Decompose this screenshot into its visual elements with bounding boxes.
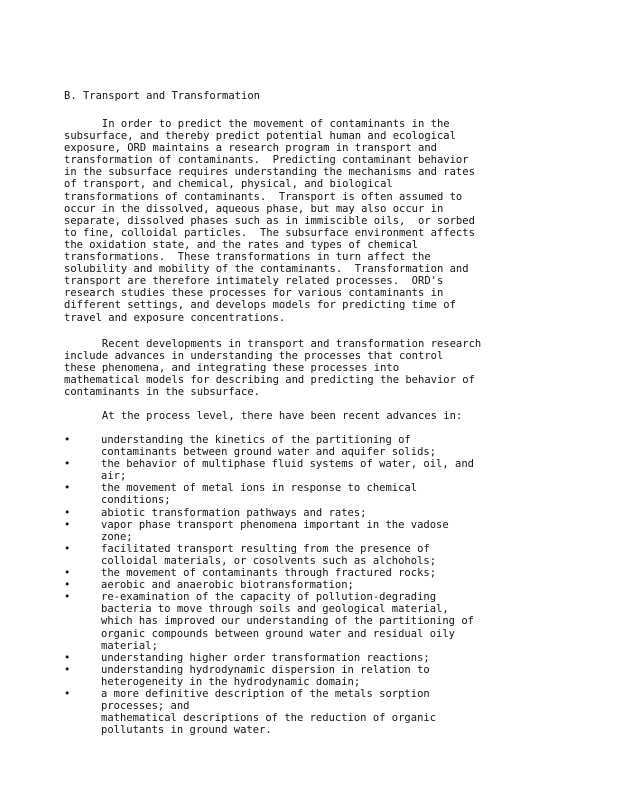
bullet-line: pollutants in ground water. <box>101 724 272 737</box>
paragraph-line: solubility and mobility of the contaminants. Transformation and <box>64 263 469 276</box>
paragraph-line: transformation of contaminants. Predicting contaminant behavior <box>64 154 469 167</box>
paragraph-line: of transport, and chemical, physical, and biological <box>64 178 393 191</box>
bullet-item <box>64 688 584 712</box>
paragraph-line: include advances in understanding the processes that control <box>64 350 444 363</box>
bullet-line: processes; and <box>101 700 190 713</box>
paragraph-line: transformations. These transformations in turn affect the <box>64 251 431 264</box>
paragraph-line: In order to predict the movement of contaminants in the <box>64 118 450 130</box>
bullet-line: abiotic transformation pathways and rates; <box>101 506 367 519</box>
bullet-item <box>64 652 584 664</box>
bullet-line: understanding the kinetics of the partitioning of <box>101 434 411 446</box>
paragraph-line: research studies these processes for various contaminants in <box>64 287 444 300</box>
bullet-line: re-examination of the capacity of pollution-degrading <box>101 591 437 604</box>
bullet-line: colloidal materials, or cosolvents such as alchohols; <box>101 554 437 567</box>
bullet-line: the movement of contaminants through fractured rocks; <box>101 567 437 580</box>
bullet-dot-icon: • <box>64 506 71 519</box>
paragraph-line: At the process level, there have been recent advances in: <box>64 410 463 422</box>
bullet-line: bacteria to move through soils and geological material, <box>101 603 449 616</box>
bullet-item <box>64 579 584 591</box>
bullet-dot-icon: • <box>64 458 71 471</box>
paragraph-line: transformations of contaminants. Transport is often assumed to <box>64 190 463 203</box>
bullet-line: the behavior of multiphase fluid systems of water, oil, and <box>101 458 474 471</box>
bullet-line: vapor phase transport phenomena important in the vadose <box>101 518 449 531</box>
paragraph-line: Recent developments in transport and transformation research <box>64 338 482 350</box>
bullet-line: air; <box>101 470 127 483</box>
paragraph-line: these phenomena, and integrating these processes into <box>64 362 400 375</box>
bullet-line: organic compounds between ground water and residual oily <box>101 627 456 640</box>
bullet-line: a more definitive description of the metals sorption <box>101 687 430 700</box>
bullet-dot-icon: • <box>64 434 71 446</box>
bullet-dot-icon: • <box>64 518 71 531</box>
paragraph-process-level <box>64 410 462 422</box>
bullet-line: material; <box>101 639 158 652</box>
bullet-item <box>64 482 584 506</box>
bullet-dot-icon: • <box>64 687 71 700</box>
bullet-dot-icon: • <box>64 579 71 592</box>
bullet-dot-icon: • <box>64 591 71 604</box>
bullet-line: mathematical descriptions of the reduction of organic <box>101 712 437 725</box>
paragraph-line: the oxidation state, and the rates and types of chemical <box>64 238 419 251</box>
paragraph-line: mathematical models for describing and predicting the behavior of <box>64 374 475 387</box>
bullet-line: the movement of metal ions in response to chemical <box>101 482 418 495</box>
bullet-dot-icon: • <box>64 482 71 495</box>
bullet-dot-icon: • <box>64 651 71 664</box>
bullet-item <box>64 712 584 736</box>
paragraph-line: to fine, colloidal particles. The subsurface environment affects <box>64 226 475 239</box>
paragraph-line: subsurface, and thereby predict potential human and ecological <box>64 130 456 143</box>
paragraph-line: different settings, and develops models for predicting time of <box>64 299 456 312</box>
bullet-item <box>64 507 584 519</box>
bullet-line: heterogeneity in the hydrodynamic domain; <box>101 675 361 688</box>
paragraph-line: occur in the dissolved, aqueous phase, but may also occur in <box>64 202 444 215</box>
paragraph-line: in the subsurface requires understanding the mechanisms and rates <box>64 166 475 179</box>
bullet-dot-icon: • <box>64 567 71 580</box>
paragraph-line: contaminants in the subsurface. <box>64 386 260 399</box>
paragraph-transport-intro <box>64 118 475 324</box>
bullet-line: facilitated transport resulting from the presence of <box>101 542 430 555</box>
bullet-item <box>64 567 584 579</box>
paragraph-line: travel and exposure concentrations. <box>64 311 286 324</box>
bullet-dot-icon: • <box>64 663 71 676</box>
bullet-line: contaminants between ground water and aquifer solids; <box>101 446 437 459</box>
bullet-item <box>64 543 584 567</box>
bullet-line: understanding higher order transformation reactions; <box>101 651 430 664</box>
bullet-line: zone; <box>101 530 133 543</box>
paragraph-recent-developments <box>64 338 481 398</box>
bullet-item <box>64 591 584 651</box>
bullet-item <box>64 519 584 543</box>
bullet-line: understanding hydrodynamic dispersion in relation to <box>101 663 430 676</box>
bullet-dot-icon: • <box>64 542 71 555</box>
bullet-item <box>64 664 584 688</box>
bullet-line: aerobic and anaerobic biotransformation; <box>101 579 354 592</box>
advances-bullet-list <box>64 434 584 736</box>
bullet-item <box>64 434 584 458</box>
paragraph-line: exposure, ORD maintains a research program in transport and <box>64 142 437 155</box>
section-heading: B. Transport and Transformation <box>64 90 260 102</box>
bullet-item <box>64 458 584 482</box>
paragraph-line: transport are therefore intimately related processes. ORD's <box>64 275 444 288</box>
bullet-line: which has improved our understanding of the partitioning of <box>101 615 474 628</box>
bullet-line: conditions; <box>101 494 171 507</box>
paragraph-line: separate, dissolved phases such as in immiscible oils, or sorbed <box>64 214 475 227</box>
